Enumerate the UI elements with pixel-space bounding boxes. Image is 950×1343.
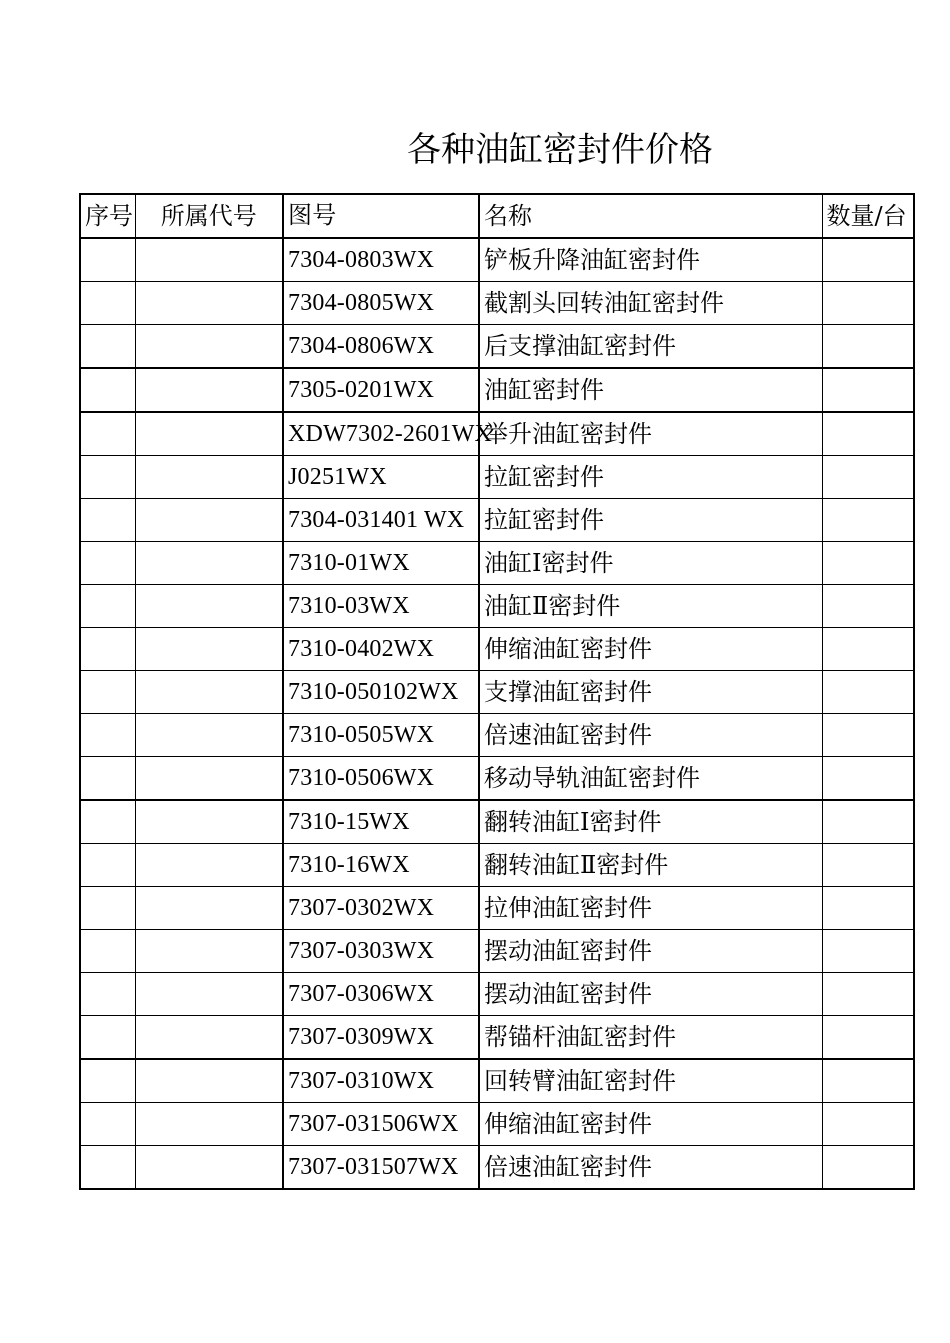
cell-name: 伸缩油缸密封件 (479, 1103, 822, 1146)
cell-index (80, 325, 135, 369)
table-row (80, 757, 914, 801)
table-row (80, 800, 914, 844)
cell-index (80, 1059, 135, 1103)
table-body (80, 238, 914, 1189)
cell-quantity (822, 1059, 914, 1103)
cell-index (80, 1103, 135, 1146)
cell-code (135, 585, 283, 628)
cell-name: 油缸Ⅰ密封件 (479, 542, 822, 585)
cell-index (80, 542, 135, 585)
cell-code (135, 412, 283, 456)
table-row (80, 1146, 914, 1190)
cell-name: 移动导轨油缸密封件 (479, 757, 822, 801)
cell-index (80, 757, 135, 801)
table-row (80, 714, 914, 757)
cell-index (80, 887, 135, 930)
cell-code (135, 1103, 283, 1146)
cell-drawing-number: 7307-0302WX (283, 887, 479, 930)
cell-name: 帮锚杆油缸密封件 (479, 1016, 822, 1060)
cell-drawing-number: XDW7302-2601WX (283, 412, 479, 456)
header-code: 所属代号 (135, 194, 283, 238)
table-row (80, 282, 914, 325)
cell-code (135, 844, 283, 887)
table-row (80, 542, 914, 585)
cell-drawing-number: 7310-050102WX (283, 671, 479, 714)
cell-quantity (822, 1016, 914, 1060)
cell-index (80, 800, 135, 844)
cell-name: 后支撑油缸密封件 (479, 325, 822, 369)
cell-code (135, 282, 283, 325)
cell-drawing-number: 7305-0201WX (283, 368, 479, 412)
cell-drawing-number: 7310-0505WX (283, 714, 479, 757)
cell-quantity (822, 325, 914, 369)
table-row (80, 973, 914, 1016)
cell-index (80, 930, 135, 973)
cell-quantity (822, 628, 914, 671)
cell-drawing-number: 7310-0402WX (283, 628, 479, 671)
cell-code (135, 671, 283, 714)
cell-name: 倍速油缸密封件 (479, 1146, 822, 1190)
cell-code (135, 456, 283, 499)
cell-quantity (822, 887, 914, 930)
cell-code (135, 542, 283, 585)
cell-index (80, 973, 135, 1016)
cell-code (135, 1146, 283, 1190)
cell-name: 支撑油缸密封件 (479, 671, 822, 714)
cell-name: 倍速油缸密封件 (479, 714, 822, 757)
cell-quantity (822, 585, 914, 628)
cell-index (80, 714, 135, 757)
cell-name: 回转臂油缸密封件 (479, 1059, 822, 1103)
cell-quantity (822, 368, 914, 412)
cell-code (135, 368, 283, 412)
cell-name: 摆动油缸密封件 (479, 973, 822, 1016)
table-row (80, 930, 914, 973)
cell-quantity (822, 1146, 914, 1190)
cell-quantity (822, 714, 914, 757)
table-row (80, 671, 914, 714)
cell-quantity (822, 412, 914, 456)
cell-quantity (822, 1103, 914, 1146)
table-row (80, 499, 914, 542)
cell-name: 翻转油缸Ⅰ密封件 (479, 800, 822, 844)
cell-drawing-number: 7304-0803WX (283, 238, 479, 282)
cell-code (135, 1016, 283, 1060)
cell-drawing-number: 7307-031507WX (283, 1146, 479, 1190)
seal-price-table (79, 193, 915, 1190)
cell-quantity (822, 930, 914, 973)
cell-name: 油缸密封件 (479, 368, 822, 412)
cell-index (80, 412, 135, 456)
cell-index (80, 282, 135, 325)
cell-quantity (822, 238, 914, 282)
cell-index (80, 1016, 135, 1060)
cell-quantity (822, 542, 914, 585)
cell-index (80, 456, 135, 499)
cell-index (80, 499, 135, 542)
cell-quantity (822, 844, 914, 887)
cell-drawing-number: 7307-0306WX (283, 973, 479, 1016)
cell-drawing-number: 7304-0805WX (283, 282, 479, 325)
cell-index (80, 671, 135, 714)
cell-code (135, 325, 283, 369)
table-row (80, 1059, 914, 1103)
table-row (80, 368, 914, 412)
cell-code (135, 628, 283, 671)
cell-drawing-number: 7310-01WX (283, 542, 479, 585)
cell-quantity (822, 282, 914, 325)
cell-code (135, 1059, 283, 1103)
cell-name: 铲板升降油缸密封件 (479, 238, 822, 282)
cell-drawing-number: 7310-16WX (283, 844, 479, 887)
table-row (80, 1016, 914, 1060)
cell-drawing-number: 7304-0806WX (283, 325, 479, 369)
cell-drawing-number: 7307-0310WX (283, 1059, 479, 1103)
cell-name: 拉缸密封件 (479, 499, 822, 542)
table-row (80, 238, 914, 282)
cell-drawing-number: 7304-031401 WX (283, 499, 479, 542)
table-row (80, 887, 914, 930)
cell-code (135, 973, 283, 1016)
cell-code (135, 930, 283, 973)
cell-index (80, 368, 135, 412)
cell-quantity (822, 671, 914, 714)
table-row (80, 412, 914, 456)
cell-quantity (822, 800, 914, 844)
table-row (80, 628, 914, 671)
cell-code (135, 499, 283, 542)
cell-quantity (822, 757, 914, 801)
cell-drawing-number: 7307-031506WX (283, 1103, 479, 1146)
table-row (80, 1103, 914, 1146)
cell-code (135, 714, 283, 757)
cell-name: 拉缸密封件 (479, 456, 822, 499)
cell-drawing-number: J0251WX (283, 456, 479, 499)
page-title: 各种油缸密封件价格 (407, 130, 713, 170)
cell-code (135, 238, 283, 282)
cell-drawing-number: 7310-03WX (283, 585, 479, 628)
header-index: 序号 (80, 194, 135, 238)
cell-name: 油缸Ⅱ密封件 (479, 585, 822, 628)
cell-name: 截割头回转油缸密封件 (479, 282, 822, 325)
cell-name: 伸缩油缸密封件 (479, 628, 822, 671)
header-name: 名称 (479, 194, 822, 238)
cell-quantity (822, 973, 914, 1016)
cell-drawing-number: 7307-0303WX (283, 930, 479, 973)
table-header-row (80, 194, 914, 238)
cell-drawing-number: 7307-0309WX (283, 1016, 479, 1060)
table-row (80, 585, 914, 628)
header-drawing-number: 图号 (283, 194, 479, 238)
cell-index (80, 844, 135, 887)
cell-index (80, 585, 135, 628)
cell-index (80, 628, 135, 671)
cell-index (80, 1146, 135, 1190)
table-row (80, 456, 914, 499)
cell-name: 摆动油缸密封件 (479, 930, 822, 973)
header-quantity: 数量/台 (822, 194, 914, 238)
cell-drawing-number: 7310-15WX (283, 800, 479, 844)
cell-quantity (822, 456, 914, 499)
table-row (80, 844, 914, 887)
cell-quantity (822, 499, 914, 542)
cell-index (80, 238, 135, 282)
cell-name: 翻转油缸Ⅱ密封件 (479, 844, 822, 887)
cell-code (135, 887, 283, 930)
cell-code (135, 757, 283, 801)
cell-code (135, 800, 283, 844)
cell-drawing-number: 7310-0506WX (283, 757, 479, 801)
cell-name: 举升油缸密封件 (479, 412, 822, 456)
table-row (80, 325, 914, 369)
cell-name: 拉伸油缸密封件 (479, 887, 822, 930)
